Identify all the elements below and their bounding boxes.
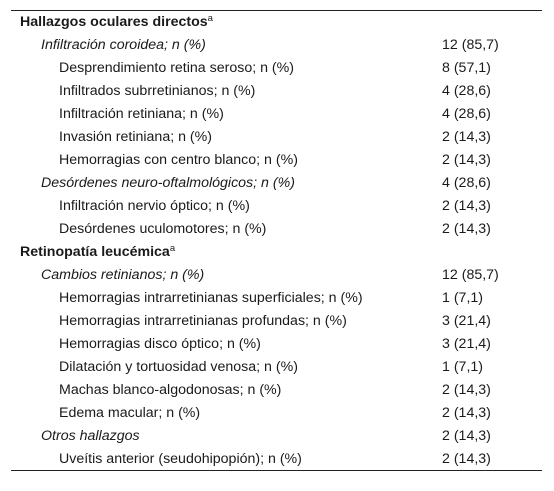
table-row xyxy=(11,310,542,333)
row-value: 2 (14,3) xyxy=(442,197,491,214)
section-title xyxy=(11,11,442,34)
table-row xyxy=(11,448,542,471)
ocular-findings-table xyxy=(11,10,542,471)
row-label: Desprendimiento retina seroso; n (%) xyxy=(59,59,294,76)
row-label: Hemorragias intrarretinianas superficiales; n (%) xyxy=(59,289,363,306)
table-row-section xyxy=(11,11,542,34)
row-value: 2 (14,3) xyxy=(442,381,491,398)
row-value: 12 (85,7) xyxy=(442,266,499,283)
row-label: Infiltrados subrretinianos; n (%) xyxy=(59,82,256,99)
table-row xyxy=(11,103,542,126)
row-value: 2 (14,3) xyxy=(442,151,491,168)
table-row xyxy=(11,80,542,103)
table-row xyxy=(11,195,542,218)
table-row-subheading xyxy=(11,172,542,195)
row-value: 8 (57,1) xyxy=(442,59,491,76)
row-value: 2 (14,3) xyxy=(442,404,491,421)
row-value: 1 (7,1) xyxy=(442,358,484,375)
row-label: Otros hallazgos xyxy=(41,427,140,444)
row-value: 4 (28,6) xyxy=(442,82,491,99)
row-value: 2 (14,3) xyxy=(442,128,491,145)
table-row xyxy=(11,126,542,149)
table-row-subheading xyxy=(11,34,542,57)
table-row xyxy=(11,379,542,402)
row-label: Invasión retiniana; n (%) xyxy=(59,128,212,145)
table-row xyxy=(11,218,542,241)
table-row-subheading xyxy=(11,264,542,287)
row-label: Hemorragias disco óptico; n (%) xyxy=(59,335,261,352)
row-value: 12 (85,7) xyxy=(442,36,499,53)
row-label: Edema macular; n (%) xyxy=(59,404,201,421)
row-label: Uveítis anterior (seudohipopión); n (%) xyxy=(59,450,302,467)
row-value: 4 (28,6) xyxy=(442,174,491,191)
row-value: 2 (14,3) xyxy=(442,450,491,467)
table-row-section xyxy=(11,241,542,264)
row-label: Machas blanco-algodonosas; n (%) xyxy=(59,381,282,398)
table-row xyxy=(11,333,542,356)
row-label: Hallazgos oculares directos xyxy=(20,14,208,31)
row-value: 3 (21,4) xyxy=(442,335,491,352)
table-row xyxy=(11,402,542,425)
table-row xyxy=(11,57,542,80)
row-label: Retinopatía leucémica xyxy=(20,243,170,260)
row-label: Infiltración coroidea; n (%) xyxy=(41,36,206,53)
row-label: Desórdenes neuro-oftalmológicos; n (%) xyxy=(41,174,295,191)
table-row xyxy=(11,287,542,310)
row-value: 3 (21,4) xyxy=(442,312,491,329)
row-label: Cambios retinianos; n (%) xyxy=(41,266,205,283)
table-row-subheading xyxy=(11,425,542,448)
row-value: 2 (14,3) xyxy=(442,427,491,444)
row-value: 4 (28,6) xyxy=(442,105,491,122)
row-label: Desórdenes uculomotores; n (%) xyxy=(59,220,267,237)
section-title xyxy=(11,241,442,264)
row-label: Dilatación y tortuosidad venosa; n (%) xyxy=(59,358,298,375)
row-value: 1 (7,1) xyxy=(442,289,484,306)
footnote-marker: a xyxy=(169,242,176,254)
findings-table-container xyxy=(11,10,542,471)
footnote-marker: a xyxy=(207,13,213,25)
row-value xyxy=(442,11,542,34)
table-row xyxy=(11,149,542,172)
row-value xyxy=(442,241,542,264)
row-label: Hemorragias intrarretinianas profundas; n (%) xyxy=(59,312,347,329)
table-row xyxy=(11,356,542,379)
row-label: Hemorragias con centro blanco; n (%) xyxy=(59,151,298,168)
row-label: Infiltración retiniana; n (%) xyxy=(59,105,224,122)
row-label: Infiltración nervio óptico; n (%) xyxy=(59,197,250,214)
row-value: 2 (14,3) xyxy=(442,220,491,237)
